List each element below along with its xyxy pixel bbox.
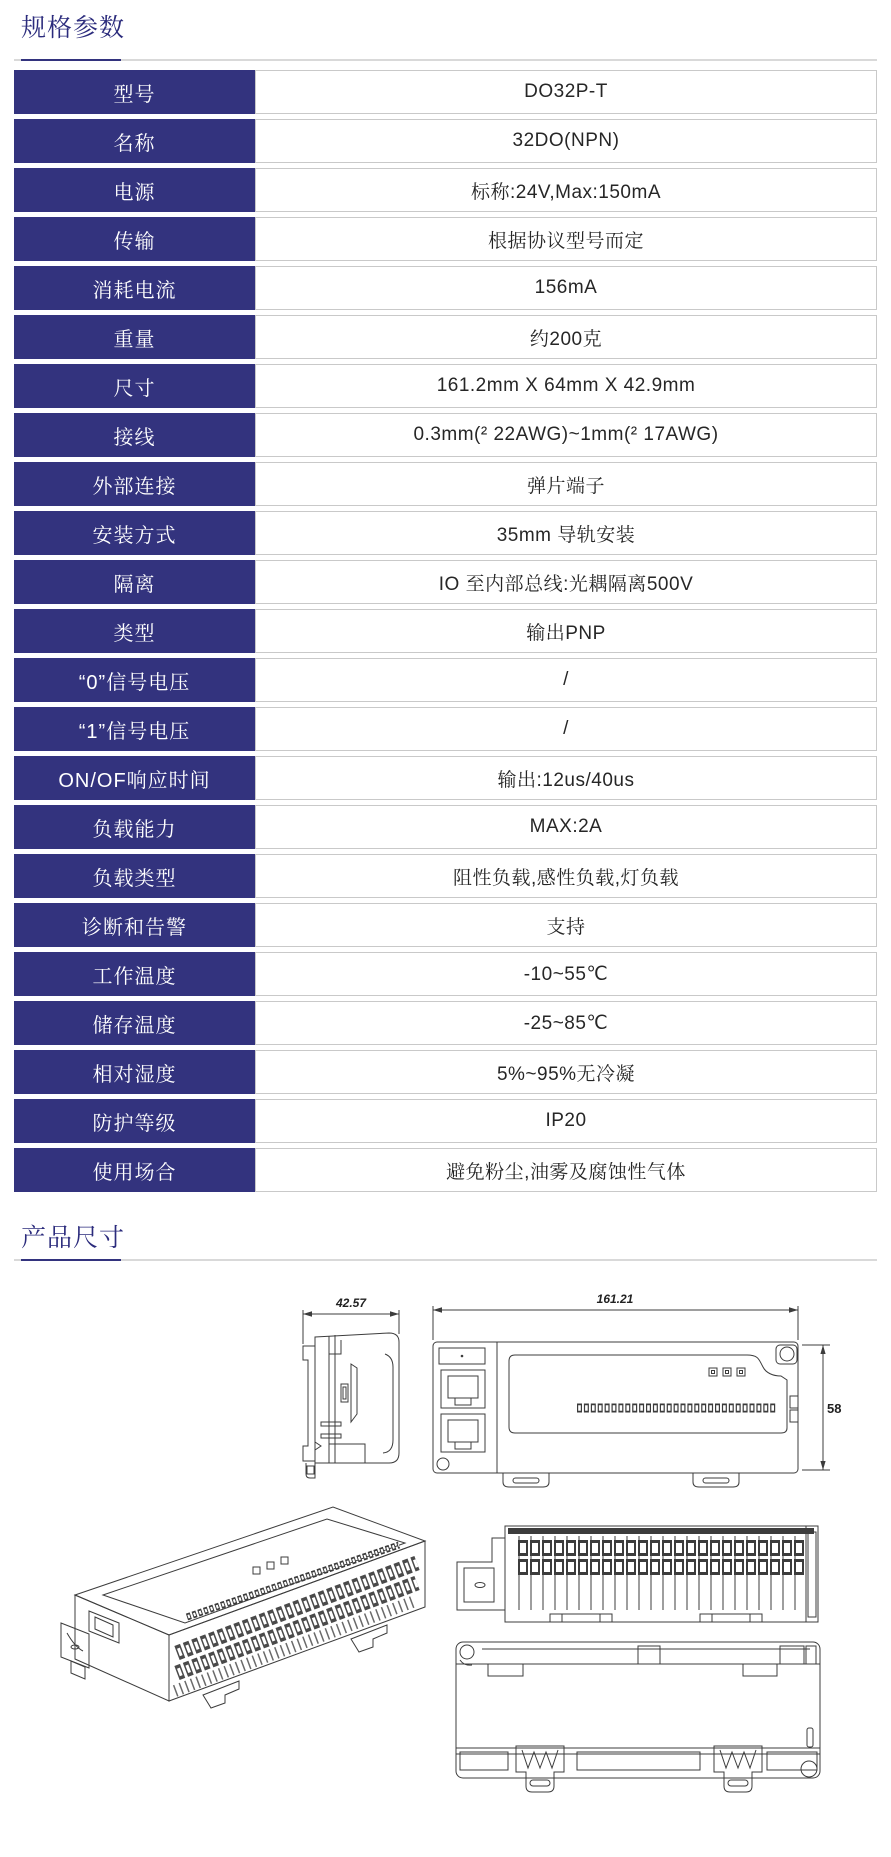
spec-label: “1”信号电压 — [14, 707, 255, 751]
spec-row — [14, 560, 877, 604]
spec-value: 161.2mm X 64mm X 42.9mm — [255, 364, 877, 408]
spec-label: 安装方式 — [14, 511, 255, 555]
spec-value: 35mm 导轨安装 — [255, 511, 877, 555]
side-view-drawing — [295, 1296, 410, 1482]
spec-row — [14, 266, 877, 310]
spec-row — [14, 1001, 877, 1045]
spec-value: 弹片端子 — [255, 462, 877, 506]
spec-row — [14, 1099, 877, 1143]
spec-row — [14, 364, 877, 408]
spec-table — [14, 70, 877, 1197]
spec-label: 尺寸 — [14, 364, 255, 408]
spec-label: 名称 — [14, 119, 255, 163]
spec-row — [14, 70, 877, 114]
spec-label: 使用场合 — [14, 1148, 255, 1192]
spec-row — [14, 315, 877, 359]
spec-row — [14, 511, 877, 555]
dimension-title-divider — [14, 1259, 877, 1261]
spec-label: 型号 — [14, 70, 255, 114]
spec-label: 负载能力 — [14, 805, 255, 849]
spec-label: “0”信号电压 — [14, 658, 255, 702]
spec-value: 输出PNP — [255, 609, 877, 653]
top-terminal-view-drawing — [450, 1518, 830, 1630]
spec-label: 传输 — [14, 217, 255, 261]
spec-value: 支持 — [255, 903, 877, 947]
spec-label: 诊断和告警 — [14, 903, 255, 947]
spec-value: 阻性负载,感性负载,灯负载 — [255, 854, 877, 898]
spec-value: -10~55℃ — [255, 952, 877, 996]
spec-label: 重量 — [14, 315, 255, 359]
spec-label: 外部连接 — [14, 462, 255, 506]
spec-section-title: 规格参数 — [21, 14, 126, 42]
spec-value: -25~85℃ — [255, 1001, 877, 1045]
spec-title-divider-accent — [21, 59, 121, 61]
front-height-dimension-label: 58 — [827, 1401, 842, 1416]
spec-row — [14, 1148, 877, 1192]
spec-value: 根据协议型号而定 — [255, 217, 877, 261]
front-view-drawing — [425, 1288, 845, 1493]
spec-value: IO 至内部总线:光耦隔离500V — [255, 560, 877, 604]
spec-value: IP20 — [255, 1099, 877, 1143]
spec-value: 0.3mm(² 22AWG)~1mm(² 17AWG) — [255, 413, 877, 457]
side-width-dimension-label: 42.57 — [335, 1296, 367, 1310]
spec-value: MAX:2A — [255, 805, 877, 849]
dimension-title-divider-accent — [21, 1259, 121, 1261]
spec-row — [14, 462, 877, 506]
spec-title-divider — [14, 59, 877, 61]
spec-label: 防护等级 — [14, 1099, 255, 1143]
spec-row — [14, 1050, 877, 1094]
spec-row — [14, 707, 877, 751]
spec-label: 隔离 — [14, 560, 255, 604]
spec-label: 工作温度 — [14, 952, 255, 996]
spec-label: 类型 — [14, 609, 255, 653]
spec-row — [14, 903, 877, 947]
spec-label: ON/OF响应时间 — [14, 756, 255, 800]
spec-value: 避免粉尘,油雾及腐蚀性气体 — [255, 1148, 877, 1192]
spec-row — [14, 805, 877, 849]
spec-value: 输出:12us/40us — [255, 756, 877, 800]
front-width-dimension-label: 161.21 — [596, 1292, 634, 1306]
spec-value: / — [255, 707, 877, 751]
spec-value: / — [255, 658, 877, 702]
din-rail-view-drawing — [450, 1636, 830, 1800]
spec-row — [14, 756, 877, 800]
spec-value: DO32P-T — [255, 70, 877, 114]
spec-value: 约200克 — [255, 315, 877, 359]
spec-label: 相对湿度 — [14, 1050, 255, 1094]
spec-row — [14, 119, 877, 163]
spec-value: 标称:24V,Max:150mA — [255, 168, 877, 212]
spec-row — [14, 609, 877, 653]
spec-label: 电源 — [14, 168, 255, 212]
spec-label: 负载类型 — [14, 854, 255, 898]
dimension-section-title: 产品尺寸 — [21, 1224, 126, 1252]
spec-label: 接线 — [14, 413, 255, 457]
spec-row — [14, 413, 877, 457]
spec-label: 消耗电流 — [14, 266, 255, 310]
spec-row — [14, 168, 877, 212]
spec-row — [14, 854, 877, 898]
spec-row — [14, 952, 877, 996]
spec-label: 储存温度 — [14, 1001, 255, 1045]
perspective-view-drawing — [55, 1495, 435, 1740]
spec-row — [14, 658, 877, 702]
spec-value: 5%~95%无冷凝 — [255, 1050, 877, 1094]
spec-row — [14, 217, 877, 261]
spec-value: 32DO(NPN) — [255, 119, 877, 163]
spec-value: 156mA — [255, 266, 877, 310]
